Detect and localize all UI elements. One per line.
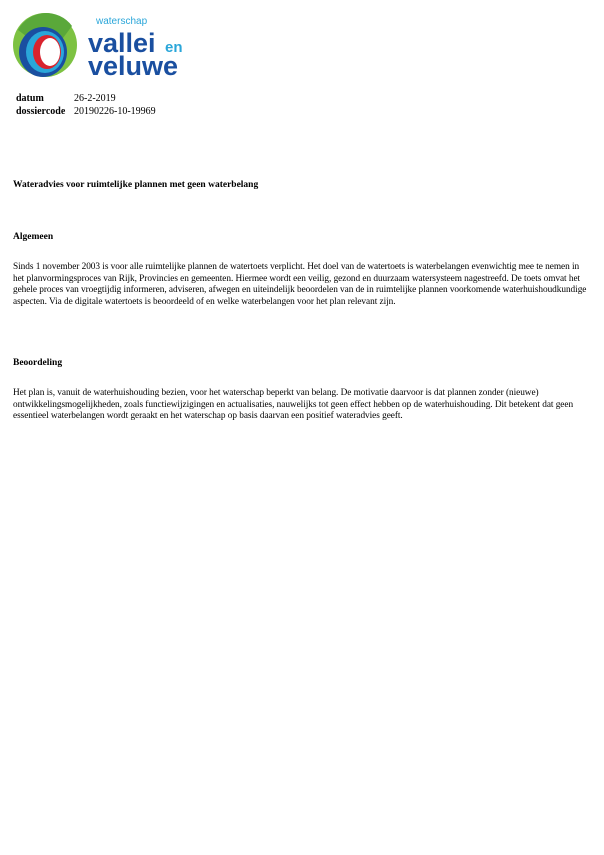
datum-label: datum <box>16 93 44 104</box>
meta-row-datum <box>16 92 156 105</box>
dossiercode-label: dossiercode <box>16 106 66 117</box>
logo-graphic <box>12 12 192 82</box>
logo-emblem <box>13 13 77 77</box>
document-title: Wateradvies voor ruimtelijke plannen met geen waterbelang <box>13 180 259 190</box>
waterschap-logo <box>12 12 192 82</box>
datum-value: 26-2-2019 <box>74 93 116 104</box>
section-body-beoordeling: Het plan is, vanuit de waterhuishouding bezien, voor het waterschap beperkt van belang. De motivatie daarvoor is dat plannen zonder (nieuwe) ontwikkelingsmogelijkheden, zoals functiewijzigingen en actualisaties, nauwelijks tot geen effect hebben op de waterhuishouding. Dit betekent dat geen essentieel waterbelangen wordt geraakt en het waterschap op basis daarvan een positief wateradvies geeft. <box>13 388 574 422</box>
section-heading-beoordeling: Beoordeling <box>13 358 63 368</box>
dossiercode-value: 20190226-10-19969 <box>74 106 156 117</box>
section-heading-algemeen: Algemeen <box>13 232 54 242</box>
section-body-algemeen: Sinds 1 november 2003 is voor alle ruimtelijke plannen de watertoets verplicht. Het doel van de watertoets is waterbelangen evenwichtig mee te nemen in het planvormingsproces van Rijk, Provincies en gemeenten. Hiermee wordt een veilig, gezond en duurzaam watersysteem nagestreefd. De toets omvat het gehele proces van vroegtijdig informeren, adviseren, afwegen en uiteindelijk beoordelen van de in ruimtelijke plannen voorkomende waterhuishoudkundige aspecten. Via de digitale watertoets is beoordeeld of en welke waterbelangen voor het plan relevant zijn. <box>13 262 587 307</box>
logo-small-text: waterschap <box>96 16 148 27</box>
logo-line2: veluwe <box>88 51 179 81</box>
document-meta <box>16 92 156 118</box>
logo-line1-suffix: en <box>165 39 183 56</box>
logo-line1: vallei <box>88 28 156 58</box>
meta-row-dossiercode <box>16 105 156 118</box>
